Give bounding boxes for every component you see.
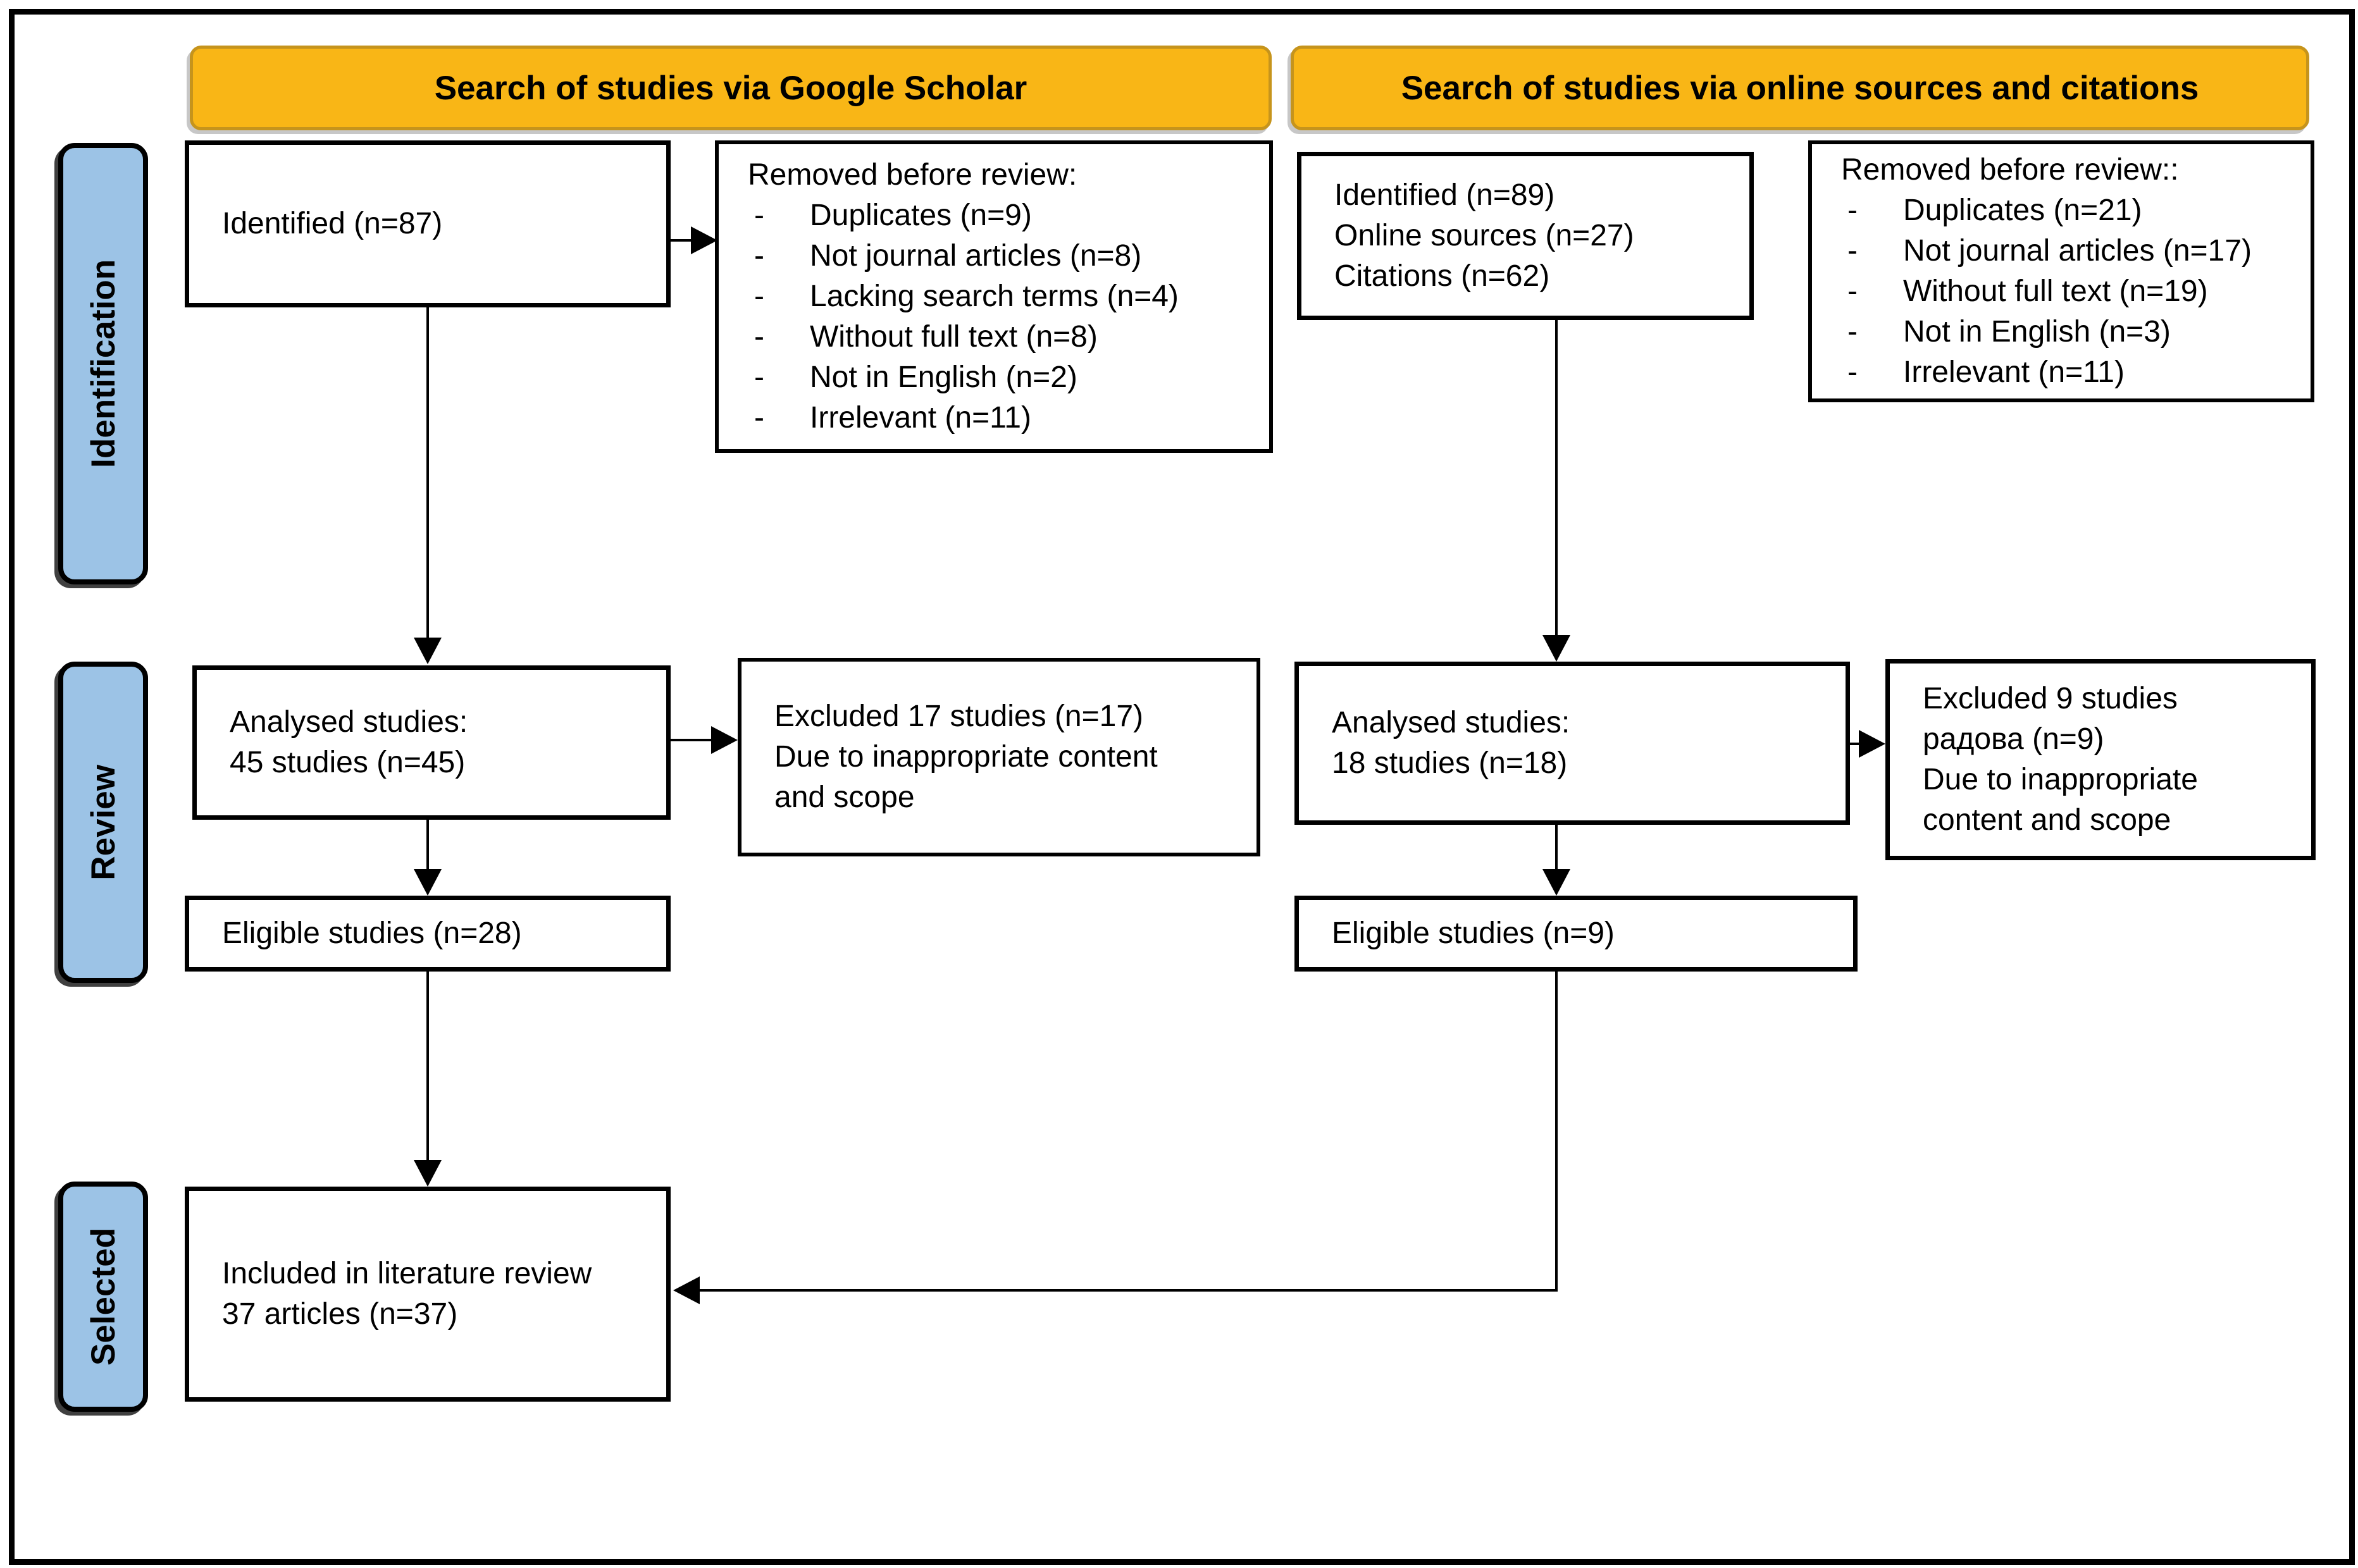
removed-google-item: Irrelevant (n=11)	[810, 401, 1031, 435]
box-identified-online	[1297, 152, 1754, 320]
stage-selected-label: Selected	[84, 1227, 122, 1366]
identified-online-line2: Online sources (n=27)	[1334, 219, 1634, 252]
bullet-dash: -	[754, 361, 764, 394]
list-item	[1841, 352, 2304, 393]
bullet-dash: -	[1847, 315, 1858, 349]
identified-google-text: Identified (n=87)	[222, 207, 443, 240]
analysed-google-line2: 45 studies (n=45)	[230, 746, 466, 779]
arrow-identified-to-analysed-online-line	[1555, 320, 1558, 638]
bullet-dash: -	[1847, 275, 1858, 308]
excluded-online-line2: радова (n=9)	[1923, 722, 2104, 756]
stage-review-label: Review	[84, 764, 122, 880]
removed-google-item: Not journal articles (n=8)	[810, 239, 1142, 273]
excluded-online-line3: Due to inappropriate	[1923, 763, 2198, 796]
arrow-analysed-to-excluded-google-head	[711, 726, 738, 754]
excluded-online-line1: Excluded 9 studies	[1923, 682, 2178, 715]
stage-selected	[58, 1182, 148, 1412]
arrow-eligible-online-horizontal-segment	[698, 1289, 1558, 1292]
header-google-scholar	[190, 46, 1272, 130]
arrow-analysed-to-eligible-google-head	[414, 869, 442, 896]
stage-review	[58, 662, 148, 983]
removed-online-item: Not in English (n=3)	[1903, 315, 2171, 349]
removed-google-item: Lacking search terms (n=4)	[810, 280, 1179, 313]
arrow-identified-to-removed-google-line	[671, 239, 693, 242]
eligible-online-text: Eligible studies (n=9)	[1332, 917, 1615, 950]
arrow-analysed-to-eligible-google-line	[426, 820, 429, 872]
box-eligible-online	[1294, 896, 1858, 972]
box-removed-google	[715, 140, 1273, 453]
header-online-sources	[1291, 46, 2309, 130]
stage-identification-label: Identification	[84, 259, 122, 468]
header-google-scholar-label: Search of studies via Google Scholar	[434, 69, 1027, 107]
list-item	[1841, 312, 2304, 352]
excluded-google-line3: and scope	[774, 781, 915, 814]
stage-identification	[58, 143, 148, 584]
bullet-dash: -	[1847, 194, 1858, 227]
eligible-google-text: Eligible studies (n=28)	[222, 917, 522, 950]
excluded-google-line2: Due to inappropriate content	[774, 740, 1158, 774]
removed-google-item: Not in English (n=2)	[810, 361, 1077, 394]
analysed-online-line1: Analysed studies:	[1332, 706, 1570, 739]
box-analysed-google	[192, 665, 671, 820]
identified-online-line3: Citations (n=62)	[1334, 259, 1550, 293]
box-identified-google	[185, 140, 671, 307]
box-analysed-online	[1294, 662, 1850, 825]
bullet-dash: -	[754, 199, 764, 232]
list-item	[1841, 190, 2304, 231]
list-item	[1841, 271, 2304, 312]
removed-online-item: Irrelevant (n=11)	[1903, 355, 2125, 389]
bullet-dash: -	[1847, 355, 1858, 389]
excluded-online-line4: content and scope	[1923, 803, 2171, 837]
box-excluded-online	[1885, 659, 2316, 860]
list-item	[748, 236, 1263, 276]
arrow-analysed-to-eligible-online-head	[1542, 869, 1570, 896]
included-line1: Included in literature review	[222, 1257, 592, 1290]
box-excluded-google	[738, 658, 1260, 856]
arrow-identified-to-analysed-google-head	[414, 638, 442, 664]
removed-google-item: Duplicates (n=9)	[810, 199, 1032, 232]
identified-online-line1: Identified (n=89)	[1334, 178, 1555, 212]
list-item	[748, 195, 1263, 236]
bullet-dash: -	[754, 401, 764, 435]
list-item	[748, 276, 1263, 317]
arrow-eligible-to-included-line	[426, 972, 429, 1163]
bullet-dash: -	[754, 239, 764, 273]
excluded-google-line1: Excluded 17 studies (n=17)	[774, 700, 1144, 733]
removed-online-item: Duplicates (n=21)	[1903, 194, 2142, 227]
arrow-eligible-to-included-head	[414, 1160, 442, 1187]
removed-google-title: Removed before review:	[748, 158, 1077, 192]
arrow-eligible-online-to-included-head	[673, 1276, 700, 1304]
box-eligible-google	[185, 896, 671, 972]
included-line2: 37 articles (n=37)	[222, 1297, 458, 1331]
bullet-dash: -	[1847, 234, 1858, 268]
list-item	[748, 317, 1263, 357]
arrow-identified-to-analysed-online-head	[1542, 635, 1570, 662]
arrow-analysed-to-excluded-google-line	[671, 739, 715, 741]
list-item	[748, 398, 1263, 438]
removed-online-item: Without full text (n=19)	[1903, 275, 2208, 308]
list-item	[748, 357, 1263, 398]
arrow-identified-to-removed-google-head	[691, 226, 717, 254]
arrow-analysed-to-eligible-online-line	[1555, 825, 1558, 872]
bullet-dash: -	[754, 320, 764, 354]
analysed-online-line2: 18 studies (n=18)	[1332, 746, 1568, 780]
removed-online-item: Not journal articles (n=17)	[1903, 234, 2252, 268]
arrow-analysed-to-excluded-online-head	[1859, 730, 1885, 758]
list-item	[1841, 231, 2304, 271]
arrow-identified-to-analysed-google-line	[426, 307, 429, 639]
removed-online-title: Removed before review::	[1841, 153, 2179, 187]
arrow-eligible-online-down-segment	[1555, 972, 1558, 1290]
removed-google-item: Without full text (n=8)	[810, 320, 1098, 354]
box-included	[185, 1187, 671, 1402]
analysed-google-line1: Analysed studies:	[230, 705, 468, 739]
bullet-dash: -	[754, 280, 764, 313]
header-online-sources-label: Search of studies via online sources and citations	[1401, 69, 2199, 107]
box-removed-online	[1808, 140, 2314, 402]
